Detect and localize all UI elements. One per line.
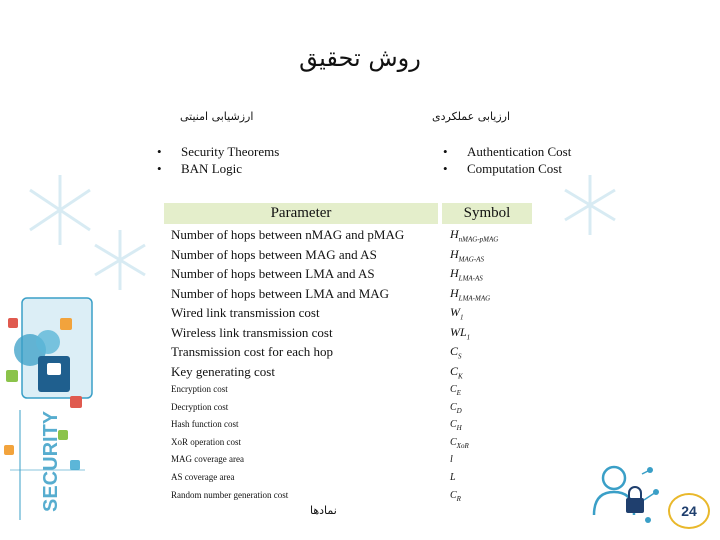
- table-row: [164, 225, 532, 245]
- parameter-cell: Transmission cost for each hop: [171, 344, 334, 359]
- symbol-base: C: [450, 344, 459, 358]
- table-row: [164, 381, 532, 399]
- parameter-cell: Number of hops between LMA and AS: [171, 266, 375, 281]
- symbol-subscript: K: [458, 371, 463, 380]
- header-symbol: Symbol: [442, 203, 532, 224]
- header-parameter: Parameter: [164, 203, 438, 224]
- symbol-base: W: [450, 305, 460, 319]
- snowflake-left-decor: [30, 175, 90, 245]
- table-row: [164, 487, 532, 505]
- symbol-base: l: [450, 454, 453, 466]
- symbol-base: C: [450, 384, 457, 395]
- bullet-item: • BAN Logic: [157, 160, 279, 177]
- parameter-cell: Decryption cost: [171, 401, 229, 412]
- parameter-cell: Key generating cost: [171, 363, 275, 379]
- symbol-subscript: 1: [460, 313, 464, 322]
- table-row: [164, 264, 532, 284]
- symbol-subscript: XoR: [456, 441, 469, 450]
- symbol-base: H: [450, 227, 459, 241]
- symbol-base: WL: [450, 324, 467, 339]
- symbol-subscript: 1: [466, 332, 471, 341]
- symbol-base: C: [450, 489, 457, 501]
- table-row: [164, 416, 532, 434]
- symbol-subscript: LMA-MAG: [458, 293, 491, 302]
- table-row: [164, 434, 532, 452]
- symbol-base: H: [450, 266, 459, 280]
- table-row: [164, 399, 532, 417]
- symbol-subscript: LMA-AS: [458, 274, 483, 283]
- symbol-subscript: nMAG-pMAG: [458, 235, 499, 244]
- snowflake-right-decor: [565, 175, 615, 235]
- symbol-subscript: E: [456, 389, 461, 397]
- symbol-base: C: [450, 401, 457, 413]
- slide-title: روش تحقیق: [299, 44, 421, 72]
- symbol-subscript: H: [456, 424, 462, 433]
- parameter-cell: Number of hops between LMA and MAG: [171, 285, 390, 301]
- table-row: [164, 284, 532, 304]
- symbol-subscript: R: [456, 494, 461, 503]
- right-column-heading: ارزیابی عملکردی: [432, 110, 511, 123]
- table-caption: نمادها: [310, 504, 337, 517]
- table-body: [164, 225, 532, 504]
- table-row: [164, 451, 532, 469]
- parameter-cell: AS coverage area: [171, 471, 235, 482]
- symbol-base: H: [450, 285, 459, 300]
- symbol-subscript: S: [458, 352, 462, 361]
- bullet-item: • Computation Cost: [443, 160, 571, 177]
- parameter-cell: Wireless link transmission cost: [171, 324, 333, 340]
- table-row: [164, 323, 532, 343]
- page-number: 24: [668, 493, 710, 529]
- parameter-cell: Hash function cost: [171, 419, 239, 430]
- table-row: [164, 342, 532, 362]
- parameter-cell: XoR operation cost: [171, 436, 241, 447]
- symbol-cell: [450, 451, 453, 469]
- symbol-base: C: [450, 436, 457, 448]
- symbol-base: C: [450, 363, 459, 378]
- symbol-cell: [450, 487, 461, 509]
- symbol-cell: [450, 469, 456, 487]
- security-label: SECURITY: [40, 410, 62, 512]
- left-bullet-list: [157, 143, 279, 177]
- bullet-item: • Authentication Cost: [443, 143, 571, 160]
- parameter-cell: Random number generation cost: [171, 489, 289, 500]
- parameter-cell: Number of hops between nMAG and pMAG: [171, 227, 405, 242]
- snowflake-center-decor: [95, 230, 145, 290]
- parameter-cell: MAG coverage area: [171, 454, 244, 465]
- right-bullet-list: [443, 143, 571, 177]
- parameter-cell: Wired link transmission cost: [171, 305, 320, 320]
- table-row: [164, 245, 532, 265]
- left-column-heading: ارزشیابی امنیتی: [180, 110, 254, 123]
- parameter-cell: Number of hops between MAG and AS: [171, 246, 377, 262]
- parameter-cell: Encryption cost: [171, 384, 228, 394]
- table-header: [164, 203, 532, 224]
- symbol-subscript: D: [456, 406, 462, 415]
- table-row: [164, 362, 532, 382]
- table-row: [164, 469, 532, 487]
- symbol-base: H: [450, 246, 459, 261]
- symbol-subscript: MAG-AS: [458, 254, 484, 263]
- user-lock-icon: [594, 467, 659, 523]
- notation-table: [164, 203, 532, 503]
- bullet-item: • Security Theorems: [157, 143, 279, 160]
- symbol-base: L: [450, 471, 456, 483]
- table-row: [164, 303, 532, 323]
- symbol-base: C: [450, 419, 457, 431]
